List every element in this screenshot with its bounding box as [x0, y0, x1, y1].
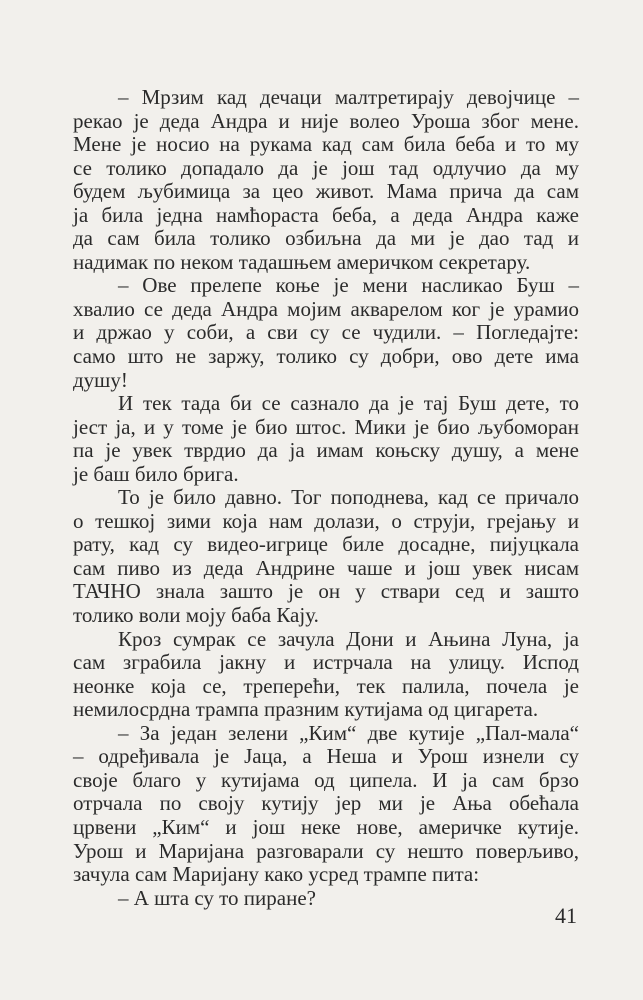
text-line: рату, кад су видео-игрице биле досадне, пијуцкала — [73, 532, 579, 557]
page-number: 41 — [555, 903, 577, 928]
text-line: о тешкој зими која нам долази, о струји, грејању и — [73, 508, 579, 533]
text-line: – одређивала је Јаца, а Неша и Урош изнели су — [73, 744, 579, 769]
text-line: неонке која се, треперећи, тек палила, почела је — [73, 673, 579, 698]
text-line: хвалио се деда Андра мојим акварелом ког је урамио — [73, 296, 579, 321]
text-line: Мене је носио на рукама кад сам била беба и то му — [73, 132, 579, 157]
text-line: сам зграбила јакну и истрчала на улицу. Испод — [73, 650, 579, 675]
text-line: То је било давно. Тог поподнева, кад се причало — [118, 485, 579, 510]
text-line: – Мрзим кад дечаци малтретирају девојчице – — [118, 85, 579, 109]
text-line: рекао је деда Андра и није волео Уроша због мене. — [73, 108, 579, 133]
text-line: ја била једна намћораста беба, а деда Андра каже — [73, 202, 579, 227]
text-line: – Ове прелепе коње је мени насликао Буш – — [118, 273, 579, 298]
paragraph — [73, 722, 579, 887]
text-line: ТАЧНО знала зашто је он у ствари сед и зашто — [73, 579, 579, 604]
text-line: – А шта су то пиране? — [118, 885, 316, 910]
text-line: надимак по неком тадашњем америчком секретару. — [73, 249, 531, 274]
text-line: је баш било брига. — [73, 461, 239, 486]
text-line: да сам била толико озбиљна да ми је дао тад и — [73, 226, 579, 251]
text-line: Кроз сумрак се зачула Дони и Ањина Луна, ја — [118, 626, 579, 651]
text-line: се толико допадало да је још тад одлучио да му — [73, 155, 579, 180]
text-line: само што не заржу, толико су добри, ово дете има — [73, 344, 579, 369]
text-line: толико воли моју баба Кају. — [73, 603, 319, 628]
paragraph — [73, 392, 579, 486]
text-line: Урош и Маријана разговарали су нешто поверљиво, — [73, 838, 579, 863]
text-line: јест ја, и у томе је био штос. Мики је био љубоморан — [73, 414, 579, 439]
paragraph — [73, 887, 579, 911]
text-line: своје благо у кутијама од ципела. И ја сам брзо — [73, 767, 579, 792]
paragraph — [73, 486, 579, 627]
paragraph — [73, 274, 579, 392]
text-line: црвени „Ким“ и још неке нове, америчке кутије. — [73, 814, 579, 839]
text-line: сам пиво из деда Андрине чаше и још увек нисам — [73, 555, 579, 580]
paragraph — [73, 628, 579, 722]
text-line: – За један зелени „Ким“ две кутије „Пал-мала“ — [118, 720, 579, 745]
text-line: душу! — [73, 367, 128, 392]
text-line: будем љубимица за цео живот. Мама прича да сам — [73, 179, 579, 204]
text-line: отрчала по своју кутију јер ми је Ања обећала — [73, 791, 579, 816]
text-line: и држао у соби, а сви су се чудили. – Погледајте: — [73, 320, 579, 345]
text-line: зачула сам Маријану како усред трампе пита: — [73, 862, 480, 887]
text-line: па је увек тврдио да ја имам коњску душу, а мене — [73, 438, 579, 463]
paragraph — [73, 86, 579, 274]
text-line: немилосрдна трампа празним кутијама од цигарета. — [73, 697, 539, 722]
text-line: И тек тада би се сазнало да је тај Буш дете, то — [118, 391, 579, 416]
page-body-text — [73, 86, 579, 910]
